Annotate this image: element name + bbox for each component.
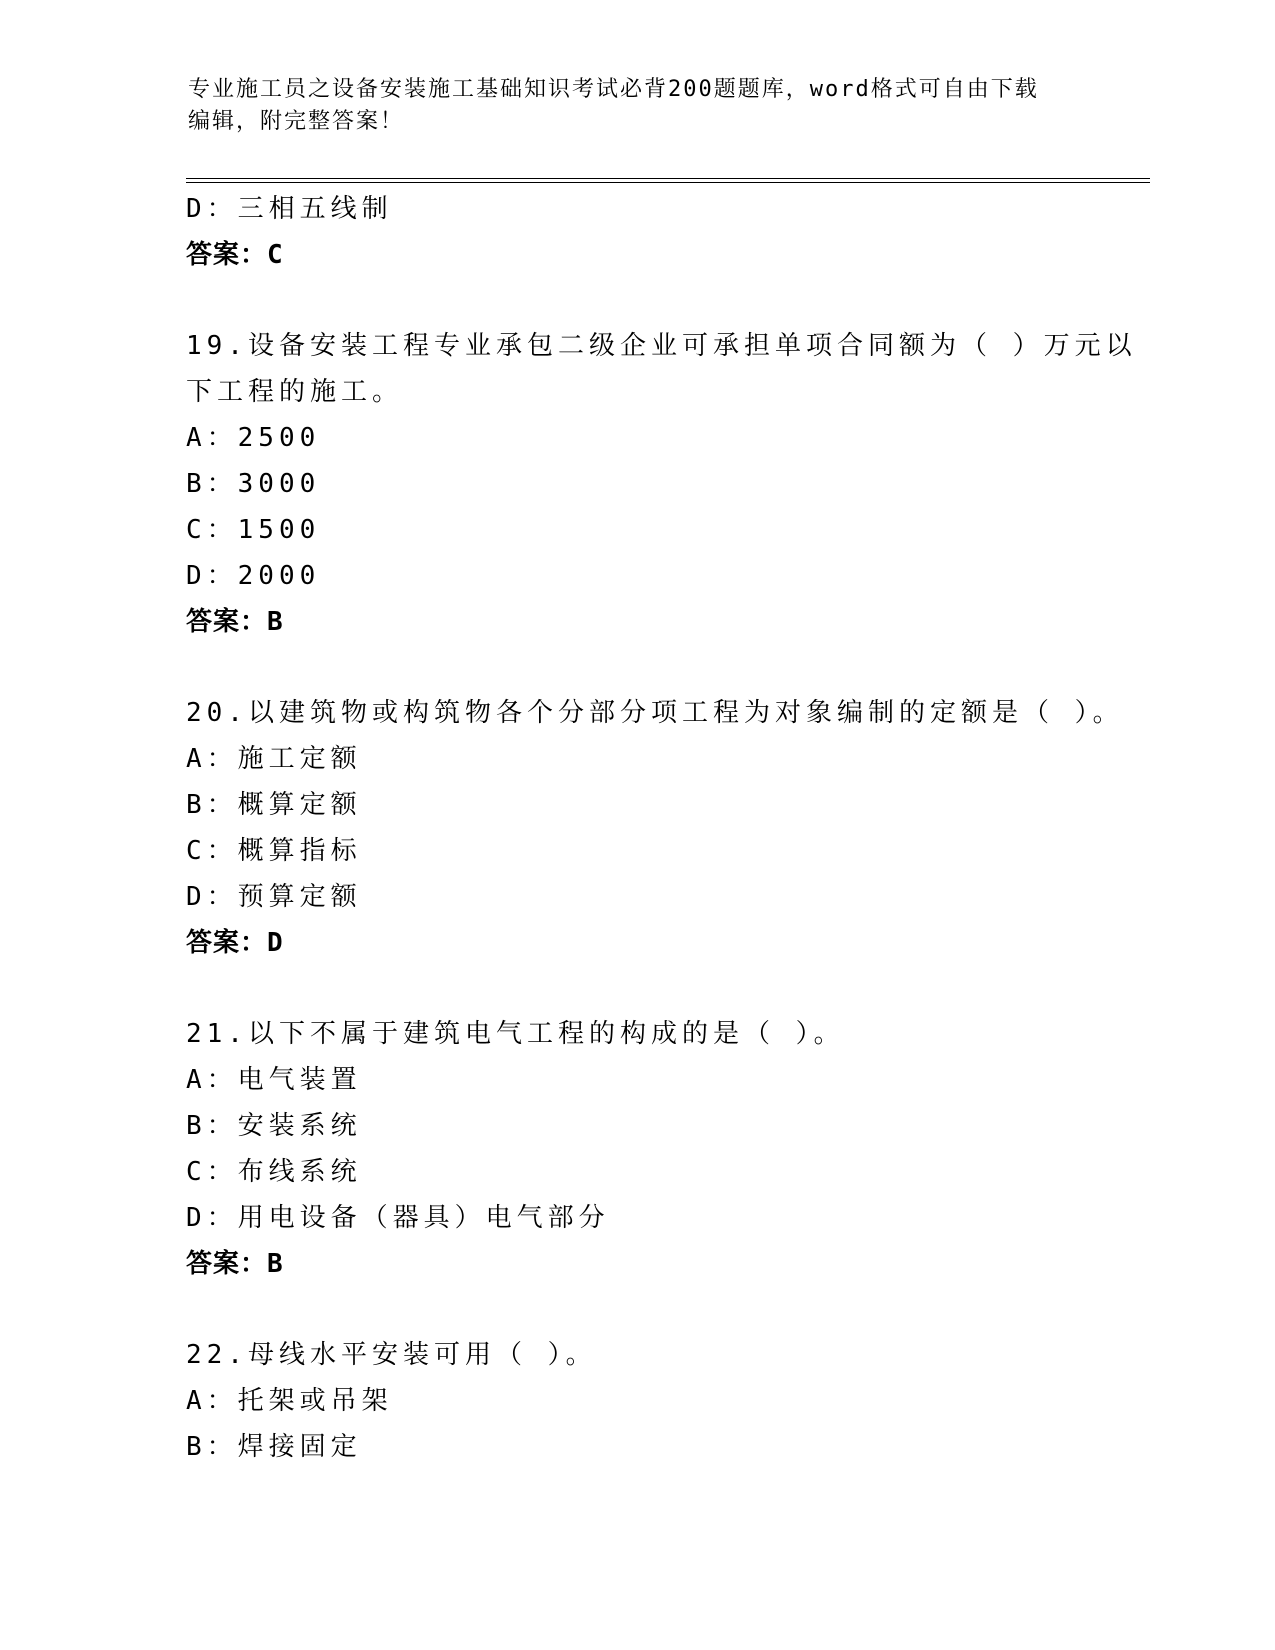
option-b: B：安装系统: [186, 1111, 362, 1141]
question-stem: 22.母线水平安装可用（ ）。: [186, 1340, 597, 1370]
option-a: A：电气装置: [186, 1065, 362, 1095]
question-21: [186, 1011, 1086, 1287]
question-stem: 19.设备安装工程专业承包二级企业可承担单项合同额为（ ）万元以: [186, 331, 1137, 361]
option-d: D：用电设备（器具）电气部分: [186, 1203, 610, 1233]
option-a: A：2500: [186, 423, 321, 453]
option-b: B：3000: [186, 469, 321, 499]
option-d: D：2000: [186, 561, 321, 591]
question-stem: 21.以下不属于建筑电气工程的构成的是（ ）。: [186, 1019, 845, 1049]
option-c: C：1500: [186, 515, 321, 545]
spacer: [186, 966, 1086, 1011]
question-stem-continued: 下工程的施工。: [186, 377, 404, 407]
option-a: A：托架或吊架: [186, 1386, 393, 1416]
spacer: [186, 645, 1086, 690]
option-a: A：施工定额: [186, 744, 362, 774]
option-d: D：预算定额: [186, 882, 362, 912]
question-20: [186, 690, 1124, 966]
answer: 答案：B: [186, 607, 284, 637]
answer: 答案：B: [186, 1249, 284, 1279]
answer: 答案：D: [186, 928, 284, 958]
option-b: B：概算定额: [186, 790, 362, 820]
spacer: [186, 278, 1086, 323]
option-c: C：概算指标: [186, 836, 362, 866]
answer: 答案：C: [186, 240, 284, 270]
question-stem: 20.以建筑物或构筑物各个分部分项工程为对象编制的定额是（ ）。: [186, 698, 1124, 728]
option-d: D：三相五线制: [186, 194, 393, 224]
header-divider: [186, 178, 1150, 183]
option-b: B：焊接固定: [186, 1432, 362, 1462]
document-body: [186, 186, 1137, 1470]
document-header: [188, 74, 1088, 138]
question-19: [186, 323, 1137, 645]
question-22: [186, 1332, 1086, 1470]
spacer: [186, 1287, 1086, 1332]
header-line-2: 编辑，附完整答案！: [188, 109, 405, 134]
option-c: C：布线系统: [186, 1157, 362, 1187]
header-line-1: 专业施工员之设备安装施工基础知识考试必背200题题库，word格式可自由下载: [188, 77, 1039, 102]
